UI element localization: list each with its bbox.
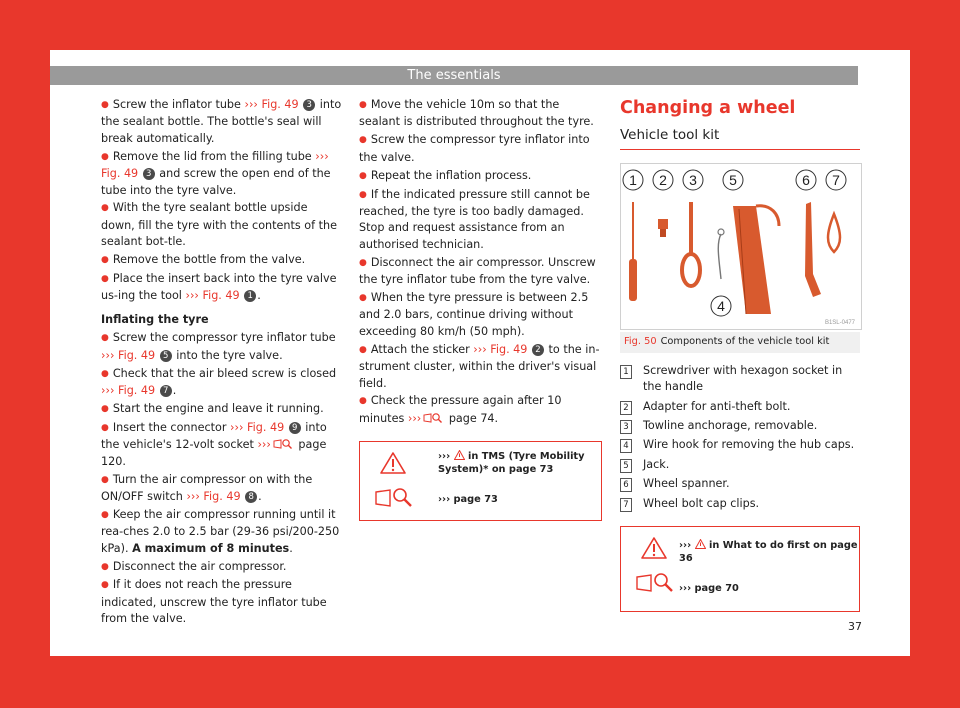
figure-link[interactable]: ››› Fig. 49 xyxy=(101,149,329,181)
list-item: ● Move the vehicle 10m so that the sealant is distributed throughout the tyre. xyxy=(359,98,594,129)
list-item: ● Disconnect the air compressor. Unscrew the tyre inflator tube from the tyre valve. xyxy=(359,255,596,287)
figure-link[interactable]: ››› Fig. 49 xyxy=(473,342,528,356)
svg-text:5: 5 xyxy=(729,172,737,189)
item-number: 1 xyxy=(620,365,632,379)
bullet-icon: ● xyxy=(101,509,109,520)
callout-number: 3 xyxy=(143,168,155,180)
bullet-icon: ● xyxy=(359,396,367,407)
item-number: 3 xyxy=(620,420,632,434)
callout-number: 8 xyxy=(245,491,257,503)
list-item: 5 Jack. xyxy=(620,457,860,473)
list-item: ● Remove the bottle from the valve. xyxy=(101,253,306,267)
column-right xyxy=(620,97,860,612)
warning-reference[interactable]: ››› in TMS (Tyre Mobility System)* on page 73 xyxy=(438,451,585,476)
bullet-icon: ● xyxy=(101,474,109,485)
list-item: ● If it does not reach the pressure indicated, unscrew the tyre inflator tube from the valve. xyxy=(101,578,327,626)
bolt-cap-clip-icon xyxy=(828,214,840,252)
list-item: 1 Screwdriver with hexagon socket in the handle xyxy=(620,363,860,396)
book-icon xyxy=(273,438,293,450)
figure-label xyxy=(826,170,846,190)
list-item: ● Check that the air bleed screw is closed ››› Fig. 49 7 . xyxy=(101,366,337,397)
item-number: 6 xyxy=(620,478,632,492)
list-item: ● If the indicated pressure still cannot be reached, the tyre is too badly damaged. Stop and request assistance from an authorised technician. xyxy=(359,187,590,251)
figure-link[interactable]: ››› Fig. 49 xyxy=(185,289,240,303)
list-item: ● Screw the compressor tyre inflator into the valve. xyxy=(359,133,590,164)
list-item: ● Check the pressure again after 10 minutes ››› page 74. xyxy=(359,394,562,425)
item-number: 2 xyxy=(620,401,632,415)
warning-icon xyxy=(454,450,465,460)
list-item: ● Disconnect the air compressor. xyxy=(101,559,287,573)
figure-code: B1SL-0477 xyxy=(824,320,855,327)
figure-label xyxy=(623,170,643,190)
list-item: ● Remove the lid from the filling tube ››› Fig. 49 3 and screw the open end of the tube into the tyre valve. xyxy=(101,149,331,197)
list-item: 2 Adapter for anti-theft bolt. xyxy=(620,399,860,415)
bullet-icon: ● xyxy=(101,333,109,344)
figure-link[interactable]: ››› Fig. 49 xyxy=(186,489,241,503)
svg-text:3: 3 xyxy=(689,172,697,189)
list-item: 4 Wire hook for removing the hub caps. xyxy=(620,437,860,453)
list-item: ● Attach the sticker ››› Fig. 49 2 to the in-strument cluster, within the driver's visual field. xyxy=(359,342,600,390)
bullet-icon: ● xyxy=(101,561,109,572)
bullet-icon: ● xyxy=(359,170,367,181)
book-icon xyxy=(635,569,675,595)
bullet-icon: ● xyxy=(359,100,367,110)
page-reference[interactable]: ››› page 73 xyxy=(438,494,498,506)
section-title: Changing a wheel xyxy=(620,98,796,118)
list-item: 3 Towline anchorage, removable. xyxy=(620,418,860,434)
list-item: ● Start the engine and leave it running. xyxy=(101,401,324,415)
page-header xyxy=(50,66,858,85)
book-icon xyxy=(423,412,443,424)
list-item: ● Insert the connector ››› Fig. 49 9 into the vehicle's 12-volt socket ››› page 120. xyxy=(101,420,327,468)
reference-box xyxy=(359,441,602,521)
page-reference[interactable]: ››› page 70 xyxy=(679,583,739,595)
callout-number: 7 xyxy=(160,385,172,397)
figure-link[interactable]: ››› Fig. 49 xyxy=(101,348,156,362)
item-number: 4 xyxy=(620,439,632,453)
tool-kit-figure xyxy=(620,163,862,330)
figure-link[interactable]: ››› Fig. 49 xyxy=(230,420,285,434)
book-icon xyxy=(374,484,414,510)
list-item: ● Turn the air compressor on with the ON/OFF switch ››› Fig. 49 8 . xyxy=(101,472,313,503)
svg-text:6: 6 xyxy=(802,172,810,189)
column-left xyxy=(101,97,344,629)
reference-box xyxy=(620,526,860,612)
warning-reference[interactable]: ››› in What to do first on page 36 xyxy=(679,540,858,565)
bullet-icon: ● xyxy=(359,292,367,303)
list-item: ● Keep the air compressor running until it rea-ches 2.0 to 2.5 bar (29-36 psi/200-250 kPa). A maximum of 8 minutes. xyxy=(101,507,340,555)
figure-caption: Fig. 50 Components of the vehicle tool kit xyxy=(620,332,860,352)
page-link[interactable]: ››› xyxy=(407,411,422,425)
list-item: 6 Wheel spanner. xyxy=(620,476,860,492)
bullet-icon: ● xyxy=(359,344,367,355)
svg-text:4: 4 xyxy=(717,298,725,315)
item-number: 5 xyxy=(620,459,632,473)
warning-icon xyxy=(380,452,406,474)
bullet-icon: ● xyxy=(359,135,367,146)
warning-icon xyxy=(695,539,706,549)
header-title: The essentials xyxy=(407,68,501,83)
bullet-icon: ● xyxy=(101,580,109,591)
list-item: ● Place the insert back into the tyre valve us-ing the tool ››› Fig. 49 1 . xyxy=(101,272,337,303)
callout-number: 2 xyxy=(532,344,544,356)
bullet-icon: ● xyxy=(101,274,109,285)
figure-link[interactable]: ››› Fig. 49 xyxy=(244,98,299,111)
screwdriver-icon xyxy=(629,202,637,301)
bullet-icon: ● xyxy=(359,257,367,268)
bullet-icon: ● xyxy=(101,422,109,433)
list-item: ● With the tyre sealant bottle upside down, fill the tyre with the contents of the sealant bot-tle. xyxy=(101,201,337,249)
svg-text:2: 2 xyxy=(659,172,667,189)
adapter-icon xyxy=(658,219,668,237)
bullet-icon: ● xyxy=(101,368,109,379)
bullet-icon: ● xyxy=(101,403,109,414)
list-item: ● Screw the inflator tube ››› Fig. 49 3 into the sealant bottle. The bottle's seal will break automatically. xyxy=(101,98,342,145)
callout-number: 3 xyxy=(303,99,315,111)
bullet-icon: ● xyxy=(101,203,109,214)
wheel-spanner-icon xyxy=(805,202,821,297)
page-link[interactable]: ››› xyxy=(257,438,271,452)
svg-text:7: 7 xyxy=(832,172,840,189)
warning-icon xyxy=(641,537,667,559)
towline-anchorage-icon xyxy=(682,202,700,286)
item-number: 7 xyxy=(620,498,632,512)
figure-label xyxy=(723,170,743,190)
bullet-icon: ● xyxy=(101,151,109,162)
bullet-icon: ● xyxy=(101,255,109,266)
wire-hook-icon xyxy=(718,229,724,279)
callout-number: 1 xyxy=(244,290,256,302)
jack-icon xyxy=(733,206,779,314)
bullet-icon: ● xyxy=(359,189,367,200)
page-number: 37 xyxy=(848,620,862,633)
callout-number: 5 xyxy=(160,350,172,362)
figure-label xyxy=(653,170,673,190)
figure-label xyxy=(711,296,731,316)
section-subtitle: Vehicle tool kit xyxy=(620,127,860,150)
list-item: 7 Wheel bolt cap clips. xyxy=(620,496,860,512)
tool-kit-illustration xyxy=(621,164,861,329)
list-item: ● Repeat the inflation process. xyxy=(359,168,532,182)
figure-label xyxy=(796,170,816,190)
callout-number: 9 xyxy=(289,422,301,434)
figure-label xyxy=(683,170,703,190)
list-item: ● When the tyre pressure is between 2.5 and 2.0 bars, continue driving without exceeding 80 km/h (50 mph). xyxy=(359,290,589,338)
bullet-icon: ● xyxy=(101,100,109,110)
column-middle xyxy=(359,97,602,521)
component-list xyxy=(620,363,860,512)
figure-link[interactable]: ››› Fig. 49 xyxy=(101,384,156,397)
section-subheading: Inflating the tyre xyxy=(101,312,209,326)
svg-text:1: 1 xyxy=(629,172,637,189)
list-item: ● Screw the compressor tyre inflator tube ››› Fig. 49 5 into the tyre valve. xyxy=(101,331,336,362)
